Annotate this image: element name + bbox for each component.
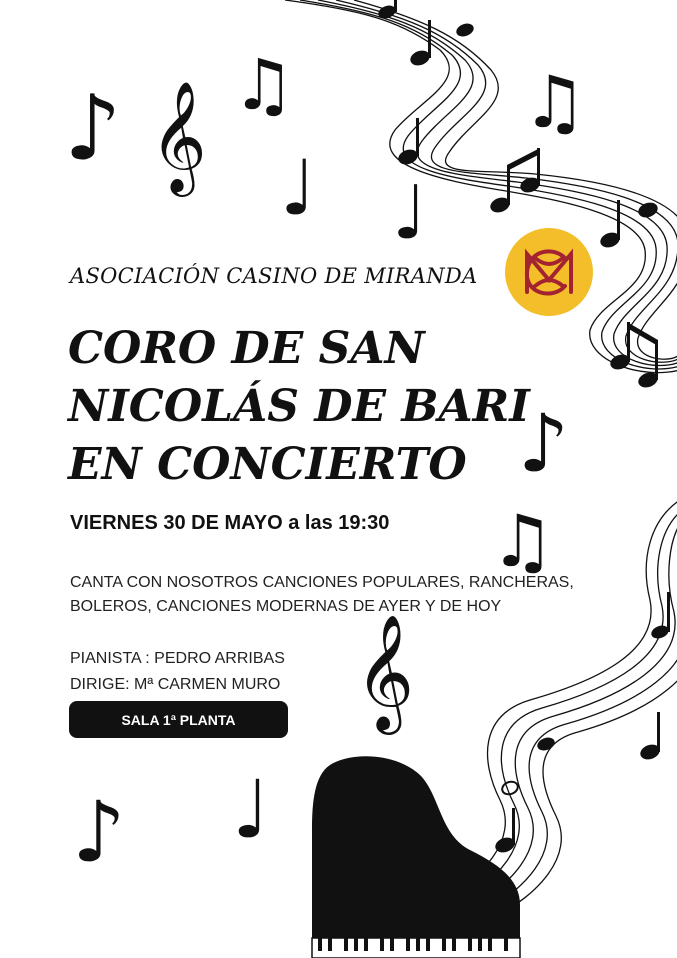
- treble-clef-icon: 𝄞: [355, 613, 415, 730]
- director-credit: DIRIGE: Mª CARMEN MURO: [70, 676, 281, 693]
- music-note-icon: ♫: [522, 60, 587, 144]
- invitation-text: [70, 571, 574, 619]
- venue-badge: SALA 1ª PLANTA: [69, 701, 288, 738]
- music-note-icon: ♪: [72, 783, 126, 881]
- title-line: NICOLÁS DE BARI: [68, 381, 530, 432]
- invitation-line: CANTA CON NOSOTROS CANCIONES POPULARES, RANCHERAS,: [70, 574, 574, 591]
- concert-title: [68, 320, 530, 494]
- organization-name: ASOCIACIÓN CASINO DE MIRANDA: [70, 264, 478, 288]
- casino-logo: [505, 228, 593, 316]
- title-line: EN CONCIERTO: [68, 439, 467, 490]
- music-note-icon: ♪: [518, 397, 570, 490]
- music-note-icon: ♪: [64, 76, 122, 181]
- monogram-logo-icon: [505, 228, 593, 316]
- treble-clef-icon: 𝄞: [150, 80, 207, 192]
- event-date: VIERNES 30 DE MAYO a las 19:30: [70, 512, 390, 534]
- title-line: CORO DE SAN: [68, 323, 425, 374]
- music-note-icon: ♩: [232, 763, 270, 856]
- pianist-credit: PIANISTA : PEDRO ARRIBAS: [70, 650, 285, 667]
- music-note-icon: ♫: [232, 44, 295, 126]
- credits: [70, 646, 285, 698]
- music-note-icon: ♫: [490, 499, 555, 583]
- invitation-line: BOLEROS, CANCIONES MODERNAS DE AYER Y DE HOY: [70, 598, 502, 615]
- music-note-icon: ♩: [392, 170, 427, 256]
- music-note-icon: ♩: [280, 143, 316, 232]
